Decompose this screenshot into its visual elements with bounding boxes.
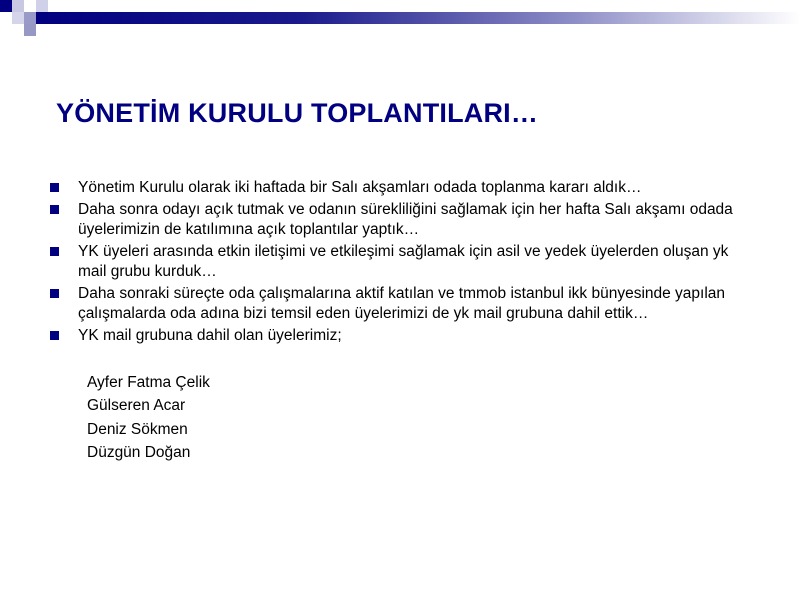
member-name: Deniz Sökmen — [87, 420, 188, 438]
slide-title: YÖNETİM KURULU TOPLANTILARI… — [56, 98, 539, 128]
list-item — [48, 200, 758, 241]
square-bullet-icon — [50, 331, 59, 340]
member-name: Düzgün Doğan — [87, 443, 191, 461]
member-list — [87, 371, 210, 464]
bullet-text: Daha sonra odayı açık tutmak ve odanın sürekliliğini sağlamak için her hafta Salı akşamı odada üyelerimizin de katılımına açık toplantılar yaptık… — [78, 200, 733, 238]
bullet-text: Daha sonraki süreçte oda çalışmalarına aktif katılan ve tmmob istanbul ikk bünyesinde yapılan çalışmalarda oda adına bizi temsil eden üyelerimizi de yk mail grubuna dahil ettik… — [78, 284, 726, 322]
header-decoration-band — [0, 0, 800, 36]
list-item — [48, 326, 758, 347]
bullet-text: Yönetim Kurulu olarak iki haftada bir Salı akşamları odada toplanma kararı aldık… — [78, 179, 642, 196]
bullet-text: YK mail grubuna dahil olan üyelerimiz; — [78, 326, 342, 344]
member-name: Gülseren Acar — [87, 397, 186, 415]
checkered-gradient-band — [0, 0, 800, 36]
square-bullet-icon — [50, 289, 59, 298]
bullet-text: YK üyeleri arasında etkin iletişimi ve etkileşimi sağlamak için asil ve yedek üyelerden oluşan yk mail grubu kurduk… — [78, 242, 729, 280]
bullet-list — [48, 178, 758, 347]
list-item — [48, 242, 758, 283]
member-name: Ayfer Fatma Çelik — [87, 374, 210, 391]
square-bullet-icon — [50, 247, 59, 256]
square-bullet-icon — [50, 183, 59, 192]
list-item — [48, 284, 758, 325]
list-item — [48, 178, 758, 199]
square-bullet-icon — [50, 205, 59, 214]
